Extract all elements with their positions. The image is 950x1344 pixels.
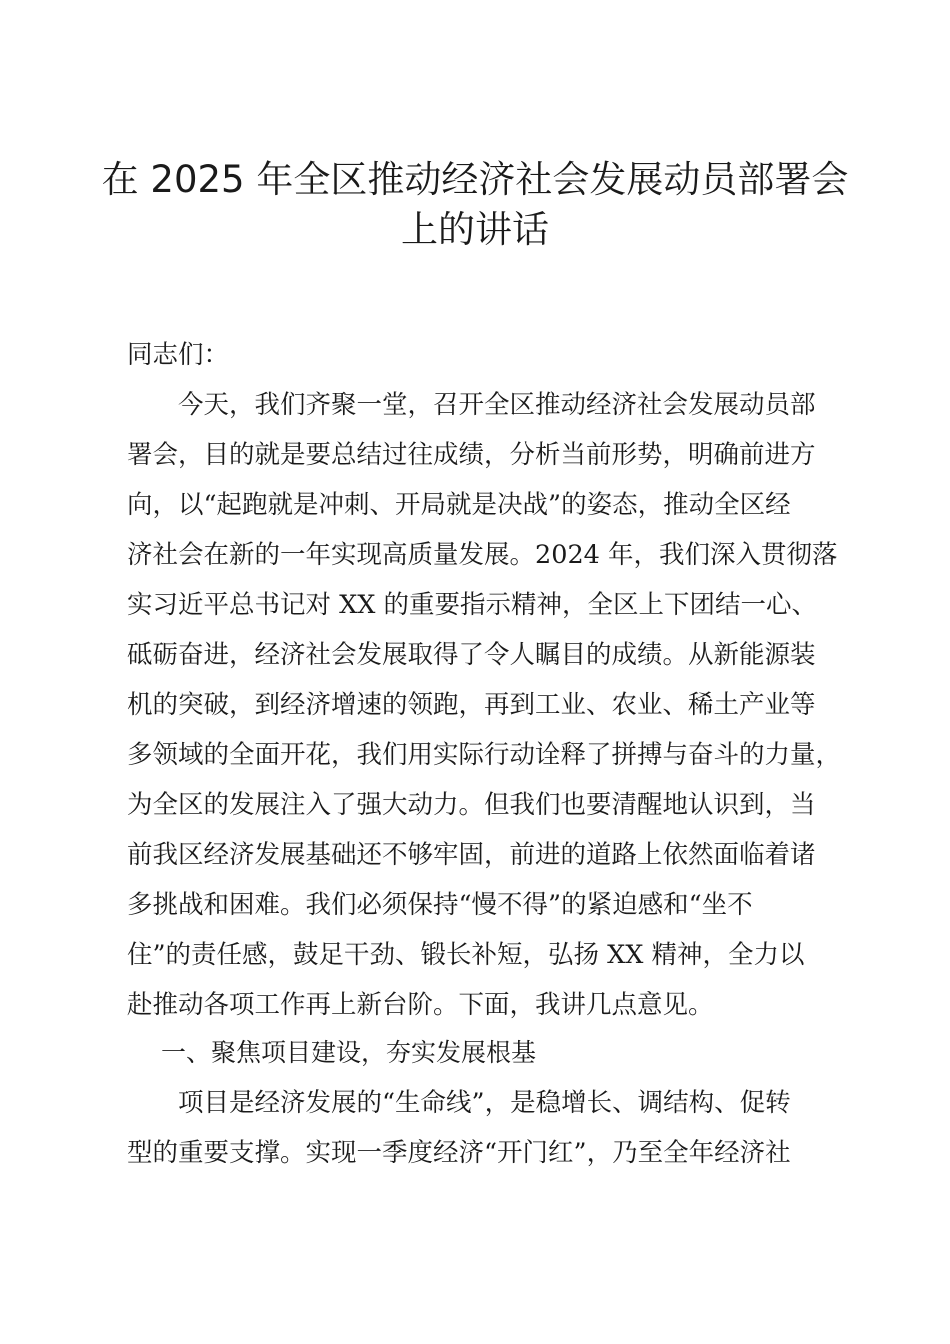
- text-line: 署会，目的就是要总结过往成绩，分析当前形势，明确前进方: [127, 440, 816, 470]
- text-line: 向，以“起跑就是冲刺、开局就是决战”的姿态，推动全区经: [127, 490, 791, 520]
- text-line: 赴推动各项工作再上新台阶。下面，我讲几点意见。: [127, 990, 714, 1020]
- text-line: 砥砺奋进，经济社会发展取得了令人瞩目的成绩。从新能源装: [127, 640, 816, 670]
- paragraph-intro: [127, 380, 842, 1030]
- text-line: 住”的责任感，鼓足干劲、锻长补短，弘扬 XX 精神，全力以: [127, 940, 805, 970]
- title-line-1: 在 2025 年全区推动经济社会发展动员部署会: [101, 158, 849, 201]
- document-title: [100, 155, 850, 255]
- section-heading-1: 一、聚焦项目建设，夯实发展根基: [161, 1038, 537, 1067]
- salutation: 同志们：: [127, 340, 230, 370]
- paragraph-section-1: [127, 1078, 833, 1178]
- text-line: 型的重要支撑。实现一季度经济“开门红”，乃至全年经济社: [127, 1138, 791, 1168]
- text-line: 项目是经济发展的“生命线”，是稳增长、调结构、促转: [178, 1088, 791, 1118]
- text-line: 济社会在新的一年实现高质量发展。2024 年，我们深入贯彻落: [127, 540, 838, 570]
- title-line-2: 上的讲话: [401, 208, 549, 251]
- text-line: 为全区的发展注入了强大动力。但我们也要清醒地认识到，当: [127, 790, 816, 820]
- text-line: 多领域的全面开花，我们用实际行动诠释了拼搏与奋斗的力量，: [127, 740, 842, 770]
- text-line: 实习近平总书记对 XX 的重要指示精神，全区上下团结一心、: [127, 590, 818, 620]
- text-line: 多挑战和困难。我们必须保持“慢不得”的紧迫感和“坐不: [127, 890, 753, 920]
- text-line: 今天，我们齐聚一堂，召开全区推动经济社会发展动员部: [178, 390, 816, 420]
- text-line: 机的突破，到经济增速的领跑，再到工业、农业、稀土产业等: [127, 690, 816, 720]
- text-line: 前我区经济发展基础还不够牢固，前进的道路上依然面临着诸: [127, 840, 816, 870]
